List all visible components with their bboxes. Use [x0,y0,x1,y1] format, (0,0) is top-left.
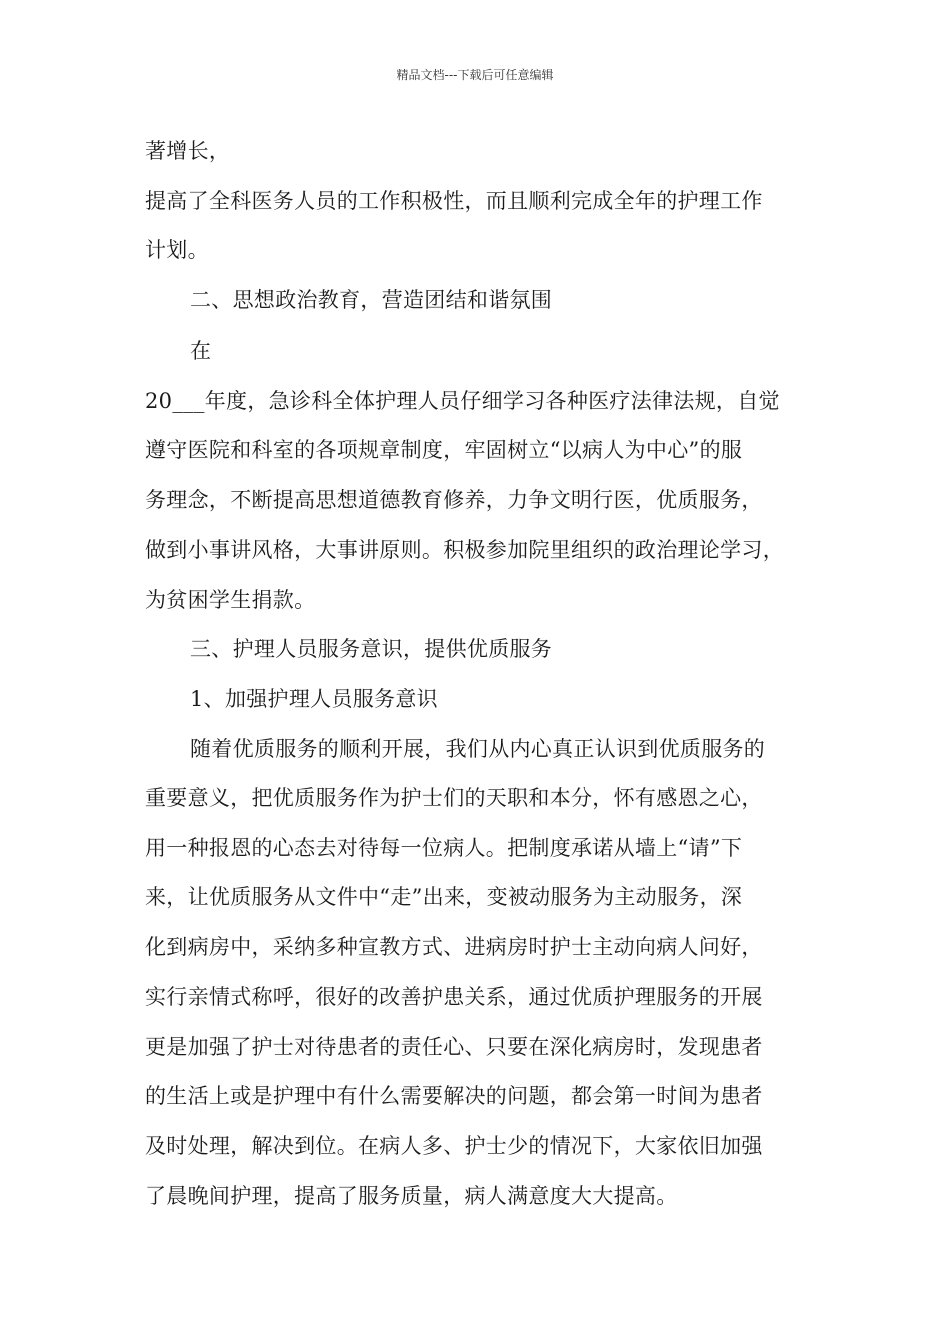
body-line: 遵守医院和科室的各项规章制度，牢固树立“以病人为中心”的服 [145,438,743,462]
body-line: 实行亲情式称呼，很好的改善护患关系，通过优质护理服务的开展 [145,985,763,1009]
body-line: 及时处理，解决到位。在病人多、护士少的情况下，大家依旧加强 [145,1134,763,1158]
section-heading: 三、护理人员服务意识，提供优质服务 [190,637,553,661]
body-line: 做到小事讲风格，大事讲原则。积极参加院里组织的政治理论学习， [145,538,784,562]
body-line: 化到病房中，采纳多种宣教方式、进病房时护士主动向病人问好， [145,935,763,959]
body-line: 的生活上或是护理中有什么需要解决的问题，都会第一时间为患者 [145,1084,763,1108]
body-line: 计划。 [145,238,209,262]
body-line: 重要意义，把优质服务作为护士们的天职和本分，怀有感恩之心， [145,786,763,810]
body-line: 务理念，不断提高思想道德教育修养，力争文明行医，优质服务， [145,488,763,512]
body-line: 随着优质服务的顺利开展，我们从内心真正认识到优质服务的 [190,737,766,761]
subsection-heading: 1、加强护理人员服务意识 [190,687,438,711]
body-line: 著增长， [145,139,231,163]
body-line: 提高了全科医务人员的工作积极性，而且顺利完成全年的护理工作 [145,189,763,213]
body-line: 了晨晚间护理，提高了服务质量，病人满意度大大提高。 [145,1184,678,1208]
body-line: 在 [190,339,212,363]
body-line: 来，让优质服务从文件中“走”出来，变被动服务为主动服务，深 [145,885,743,909]
page-header: 精品文档---下载后可任意编辑 [396,68,554,82]
body-line: 更是加强了护士对待患者的责任心、只要在深化病房时，发现患者 [145,1035,763,1059]
section-heading: 二、思想政治教育，营造团结和谐氛围 [190,288,553,312]
body-line: 20___年度，急诊科全体护理人员仔细学习各种医疗法律法规，自觉 [145,389,780,413]
body-line: 为贫困学生捐款。 [145,588,316,612]
body-line: 用一种报恩的心态去对待每一位病人。把制度承诺从墙上“请”下 [145,836,743,860]
